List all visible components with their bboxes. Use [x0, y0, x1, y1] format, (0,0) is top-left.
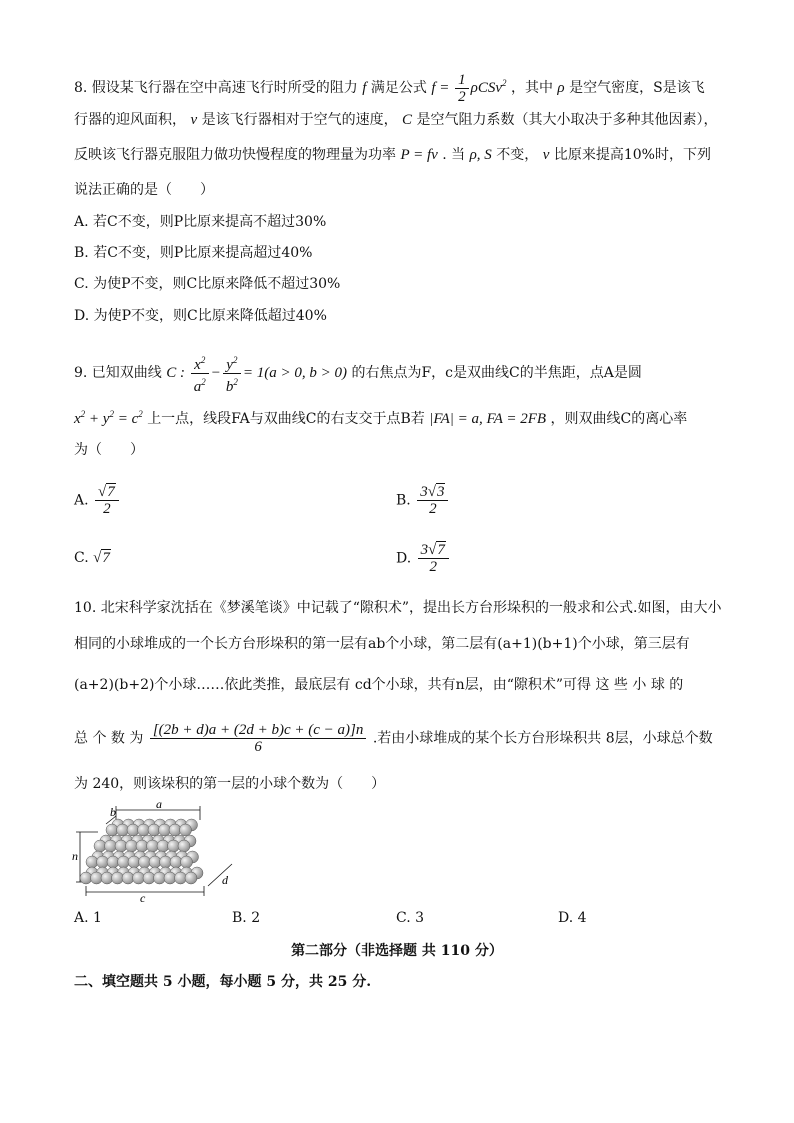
- math-C: C: [402, 112, 413, 128]
- section2-heading: 二、填空题共 5 小题，每小题 5 分，共 25 分.: [74, 974, 372, 990]
- fig-label-b: b: [110, 805, 116, 819]
- q9-option-c[interactable]: [74, 550, 111, 567]
- text: ，则双曲线C的离心率: [550, 411, 688, 427]
- ball: [127, 824, 139, 836]
- ball: [126, 840, 138, 852]
- q8-line1: [74, 72, 705, 105]
- ball-stack-figure: [72, 798, 242, 902]
- ball: [136, 840, 148, 852]
- text: 行器的迎风面积，: [74, 112, 186, 128]
- text: 总 个 数 为: [74, 730, 144, 747]
- option-label: D.: [396, 550, 412, 567]
- ball: [147, 840, 159, 852]
- q10-line3: (a+2)(b+2)个小球……依此类推，最底层有 cd个小球，共有n层，由“隙积术”可得 这 些 小 球 的: [74, 677, 684, 693]
- answer-d-math: $\frac{3√7}{2}$: [418, 542, 449, 575]
- ball: [178, 840, 190, 852]
- text: 的右焦点为F，c是双曲线C的半焦距，点A是圆: [351, 364, 642, 381]
- part2-heading: 第二部分（非选择题 共 110 分）: [291, 943, 503, 959]
- text: 满足公式: [370, 79, 427, 96]
- q8-line3: [74, 145, 711, 165]
- ball: [168, 840, 180, 852]
- q9-line1: [74, 352, 642, 395]
- q9-option-d[interactable]: [396, 542, 451, 575]
- hyperbola-formula: C : $\frac{x^2}{a^2}$ − $\frac{y^2}{b^2}$ = 1(a > 0, b > 0): [166, 365, 347, 381]
- q10-line2: 相同的小球堆成的一个长方台形垛积的第一层有ab个小球，第二层有(a+1)(b+1)个小球，第三层有: [74, 636, 690, 652]
- ball: [159, 824, 171, 836]
- answer-c-math: √7: [93, 550, 110, 566]
- text: 是空气阻力系数（其大小取决于多种其他因素），: [416, 112, 718, 128]
- text: ，其中: [510, 79, 553, 96]
- q8-option-b[interactable]: B. 若C不变，则P比原来提高超过40%: [74, 245, 313, 261]
- math-f: f: [362, 79, 367, 96]
- fig-label-d: d: [222, 873, 228, 887]
- q9-line2: [74, 404, 687, 429]
- math-v: v: [190, 112, 198, 128]
- fig-label-n: n: [72, 849, 78, 863]
- ball: [97, 856, 109, 868]
- ball: [154, 872, 166, 884]
- ball: [164, 872, 176, 884]
- ball: [115, 840, 127, 852]
- answer-b-math: $\frac{3√3}{2}$: [417, 484, 448, 517]
- ball: [112, 872, 124, 884]
- ball: [94, 840, 106, 852]
- ball: [138, 824, 150, 836]
- math-rho-S: ρ, S: [469, 147, 492, 163]
- text: .若由小球堆成的某个长方台形垛积共 8层，小球总个数: [372, 730, 713, 747]
- ball: [128, 856, 140, 868]
- q10-option-c[interactable]: C. 3: [396, 910, 425, 926]
- q8-line2: [74, 110, 718, 130]
- q8-line4: 说法正确的是（ ）: [74, 182, 214, 198]
- ball: [160, 856, 172, 868]
- q10-option-d[interactable]: D. 4: [558, 910, 587, 926]
- q10-line5: 为 240，则该垛积的第一层的小球个数为（ ）: [74, 776, 386, 792]
- ball: [105, 840, 117, 852]
- ball: [180, 824, 192, 836]
- q9-option-a[interactable]: [74, 484, 121, 517]
- text: 是该飞行器相对于空气的速度，: [201, 112, 398, 128]
- text: 不变，: [496, 147, 539, 163]
- q8-option-d[interactable]: D. 为使P不变，则C比原来降低超过40%: [74, 308, 327, 324]
- circle-formula: $x^2 + y^2 = c^2$: [74, 409, 143, 427]
- sum-formula: $\frac{[(2b + d)a + (2d + b)c + (c - a)]n}{6}$: [150, 722, 367, 755]
- ball: [107, 856, 119, 868]
- text: 9. 已知双曲线: [74, 364, 162, 381]
- ball: [86, 856, 98, 868]
- fig-label-c: c: [140, 891, 146, 902]
- ball: [133, 872, 145, 884]
- ball: [157, 840, 169, 852]
- math-rho: ρ: [557, 79, 565, 96]
- ball: [106, 824, 118, 836]
- q8-option-a[interactable]: A. 若C不变，则P比原来提高不超过30%: [74, 214, 327, 230]
- option-label: B.: [396, 492, 411, 509]
- ball: [122, 872, 134, 884]
- ball: [149, 856, 161, 868]
- ball: [175, 872, 187, 884]
- ball: [169, 824, 181, 836]
- q8-option-c[interactable]: C. 为使P不变，则C比原来降低不超过30%: [74, 276, 341, 292]
- ball: [139, 856, 151, 868]
- ball: [118, 856, 130, 868]
- vector-condition: |FA| = a, FA = 2FB: [429, 411, 547, 427]
- ball: [148, 824, 160, 836]
- ball: [101, 872, 113, 884]
- option-label: A.: [74, 492, 89, 509]
- text: 上一点，线段FA与双曲线C的右支交于点B若: [147, 411, 425, 427]
- text: . 当: [442, 147, 466, 163]
- formula-power: P = fv: [400, 147, 438, 163]
- q9-option-b[interactable]: [396, 484, 450, 517]
- ball: [117, 824, 129, 836]
- text: 反映该飞行器克服阻力做功快慢程度的物理量为功率: [74, 147, 396, 163]
- ball: [91, 872, 103, 884]
- answer-a-math: $\frac{√7}{2}$: [95, 484, 119, 517]
- q10-option-a[interactable]: A. 1: [74, 910, 102, 926]
- math-v2: v: [542, 147, 550, 163]
- ball: [170, 856, 182, 868]
- q9-line3: 为（ ）: [74, 442, 144, 458]
- formula-drag: f = $\frac{1}{2}$ ρCSv$^2$: [431, 72, 507, 105]
- ball: [80, 872, 92, 884]
- text: 8. 假设某飞行器在空中高速飞行时所受的阻力: [74, 79, 358, 96]
- text: 比原来提高10%时，下列: [553, 147, 711, 163]
- ball: [185, 872, 197, 884]
- q10-line1: 10. 北宋科学家沈括在《梦溪笔谈》中记载了“隙积术”，提出长方台形垛积的一般求和公式.如图，由大小: [74, 600, 722, 616]
- fig-label-a: a: [156, 798, 162, 811]
- option-label: C.: [74, 550, 89, 566]
- ball: [143, 872, 155, 884]
- q10-option-b[interactable]: B. 2: [232, 910, 261, 926]
- q10-line4: [74, 722, 713, 755]
- ball: [181, 856, 193, 868]
- text: 是空气密度，S是该飞: [569, 79, 705, 96]
